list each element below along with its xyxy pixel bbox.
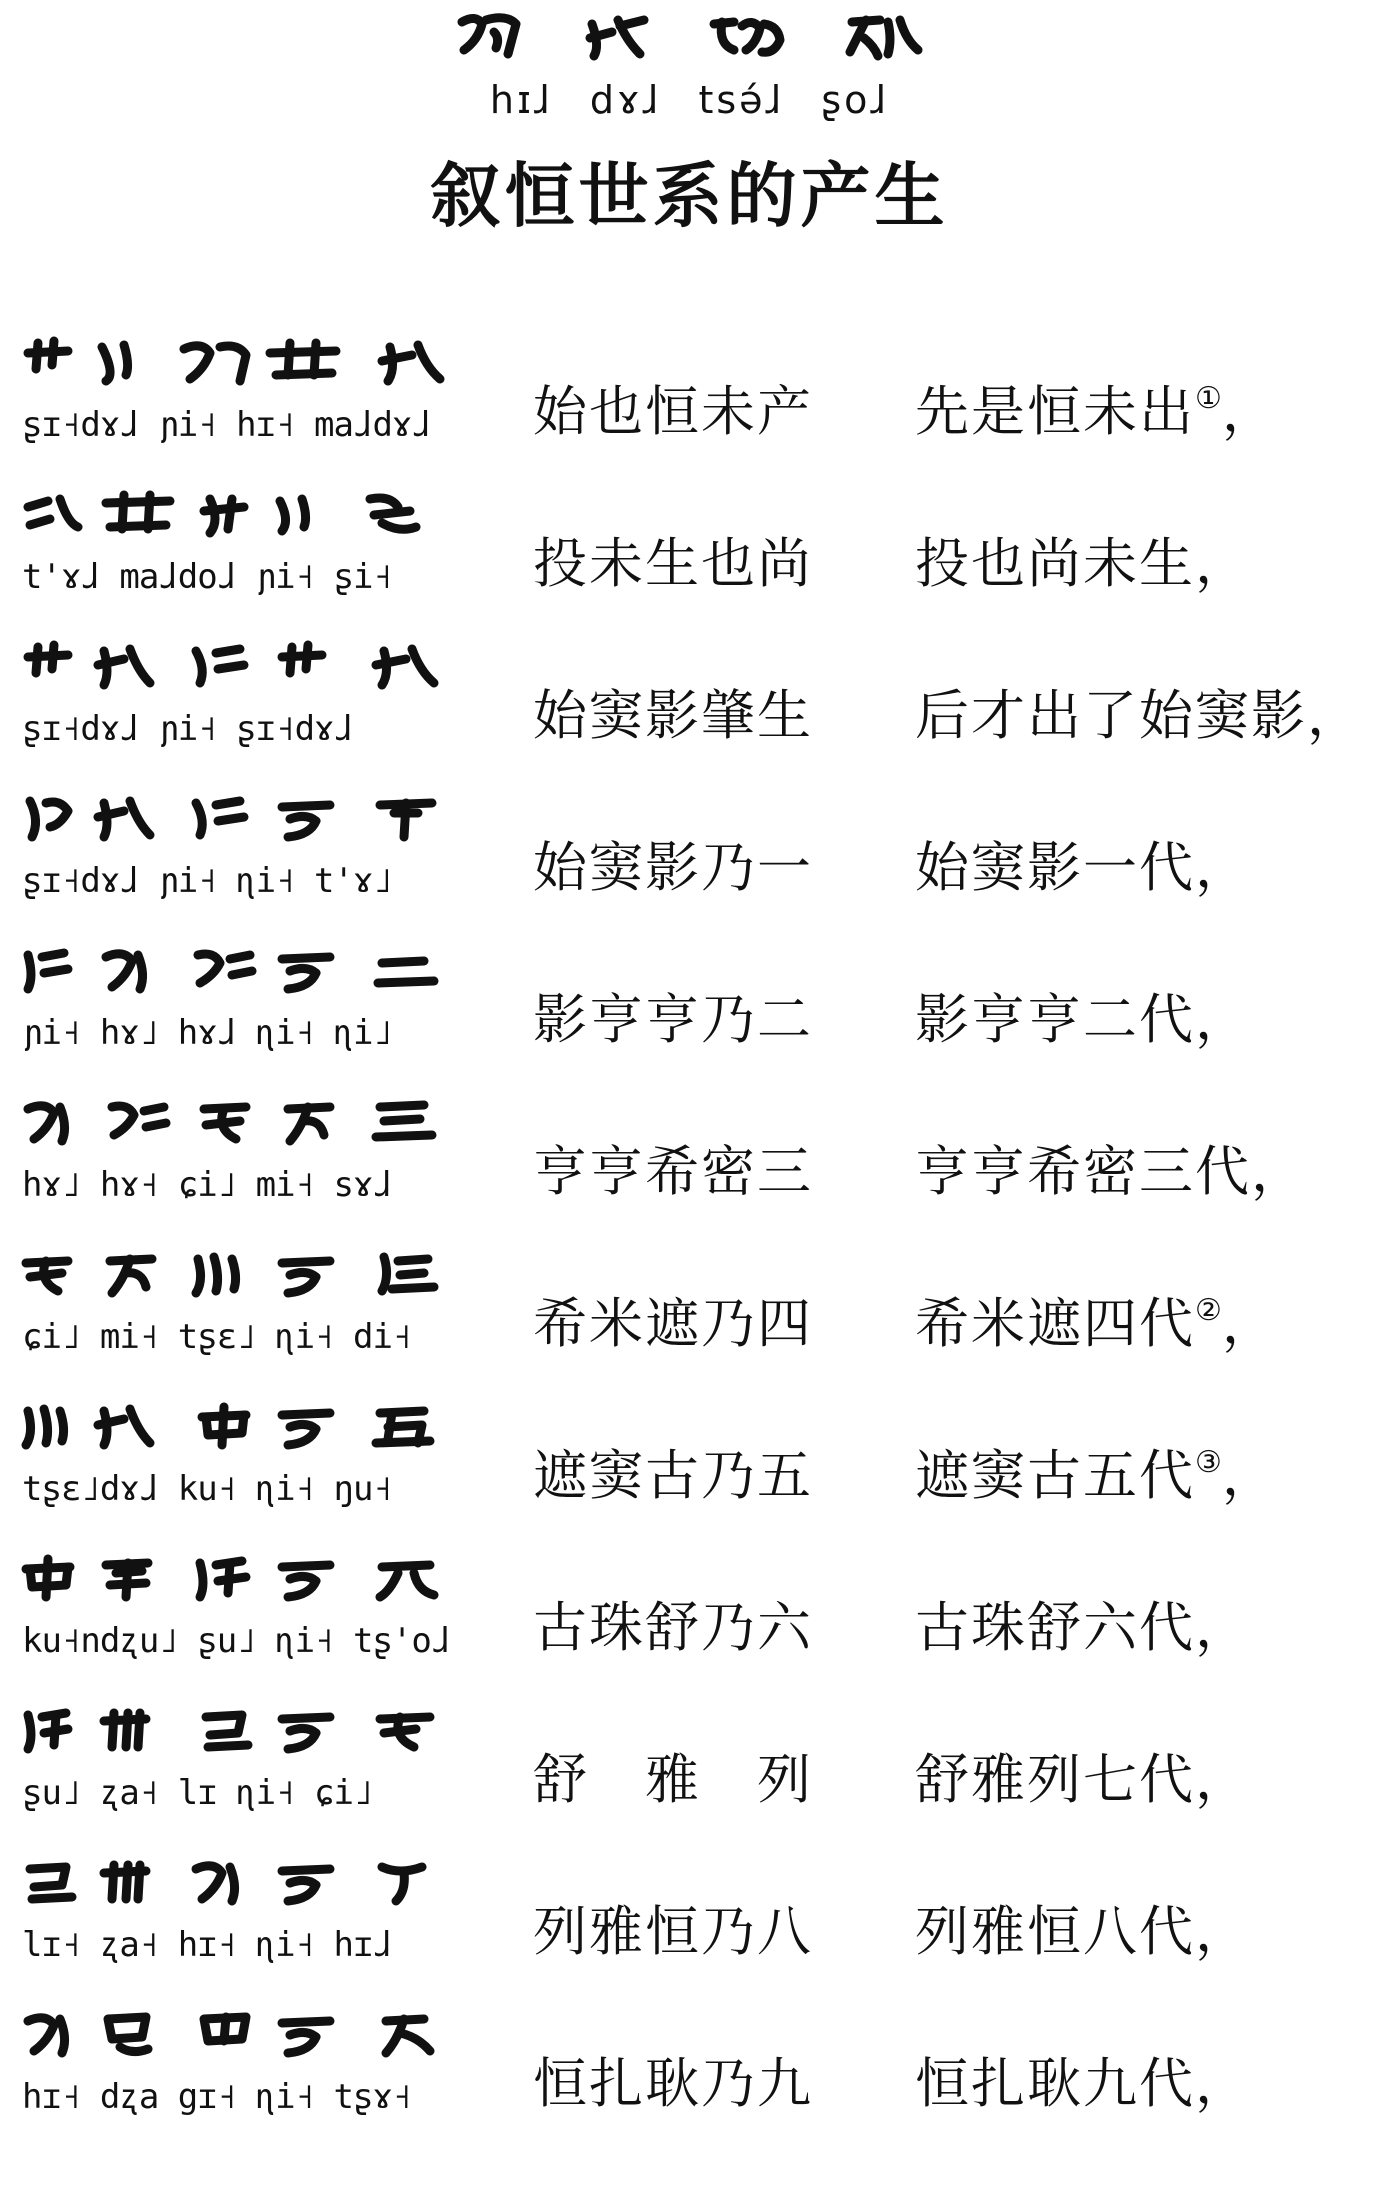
footnote-marker: ② [1195, 1293, 1222, 1328]
word-gloss: 恒扎耿乃九 [533, 2052, 813, 2115]
script-block [20, 1855, 450, 1985]
word-gloss: 始也恒未产 [533, 380, 813, 443]
translation-text: 先是恒未出 [915, 380, 1195, 443]
translation-text: 始窦影一代 [915, 836, 1195, 899]
script-phonetic: ku˧ndʐu˩ ʂu˩ ɳi˧ tʂ'oɺ [22, 1621, 451, 1661]
translation-text: 舒雅列七代 [915, 1748, 1195, 1811]
translation-text: 后才出了始窦影 [915, 684, 1307, 747]
script-block [20, 1399, 450, 1529]
script-block [20, 335, 450, 465]
translation-text: 恒扎耿九代 [915, 2052, 1195, 2115]
translation [915, 1585, 1375, 1662]
script-glyph-row [20, 1095, 450, 1155]
punctuation: ， [1195, 2052, 1251, 2115]
script-glyph-row [20, 1247, 450, 1307]
translation-text: 影亨亨二代 [915, 988, 1195, 1051]
punctuation: ， [1195, 836, 1251, 899]
script-glyph-shuo [844, 10, 924, 64]
script-phonetic: tʂɛ˩dɤɺ ku˧ ɳi˧ ŋu˧ [22, 1469, 392, 1509]
script-block [20, 2007, 450, 2137]
translation-text: 列雅恒八代 [915, 1900, 1195, 1963]
script-block [20, 487, 450, 617]
word-gloss: 遮窦古乃五 [533, 1444, 813, 1507]
page-title: 叙恒世系的产生 [430, 155, 949, 237]
script-glyph-row [20, 487, 450, 547]
script-phonetic: ʂɪ˧dɤɺ ɲi˧ hɪ˧ maɺdɤɺ [22, 405, 431, 445]
punctuation: ， [1195, 988, 1251, 1051]
script-glyph-row [20, 1855, 450, 1915]
script-block [20, 1095, 450, 1225]
script-glyph-row [20, 639, 450, 699]
script-phonetic: hɪ˧ dʐa gɪ˧ ɳi˧ tʂɤ˧ [22, 2077, 412, 2117]
script-block [20, 1551, 450, 1681]
word-gloss: 希米遮乃四 [533, 1292, 813, 1355]
script-glyph-row [20, 1399, 450, 1459]
translation [915, 673, 1375, 750]
verse-row [0, 1703, 1379, 1853]
verse-row [0, 943, 1379, 1093]
script-glyph-row [20, 335, 450, 395]
verse-row [0, 2007, 1379, 2157]
word-gloss: 投未生也尚 [533, 532, 813, 595]
footnote-marker: ③ [1195, 1445, 1222, 1480]
verse-row [0, 1551, 1379, 1701]
translation [915, 1433, 1375, 1510]
script-phonetic: ʂu˩ ʐa˧ lɪ ɳi˧ ɕi˩ [22, 1773, 373, 1813]
translation-text: 亨亨希密三代 [915, 1140, 1251, 1203]
punctuation: ， [1307, 684, 1363, 747]
word-gloss: 舒 雅 列 [533, 1748, 813, 1811]
script-block [20, 639, 450, 769]
script-glyph-dou [582, 10, 652, 64]
verse-row [0, 1399, 1379, 1549]
script-phonetic: hɤ˩ hɤ˧ ɕi˩ mi˧ sɤɺ [22, 1165, 392, 1205]
word-gloss: 古珠舒乃六 [533, 1596, 813, 1659]
script-glyph-row [20, 791, 450, 851]
verse-row [0, 639, 1379, 789]
translation [915, 977, 1375, 1054]
punctuation: ， [1221, 380, 1278, 443]
verse-row [0, 487, 1379, 637]
script-block [20, 1703, 450, 1833]
script-block [20, 791, 450, 921]
script-phonetic: lɪ˧ ʐa˧ hɪ˧ ɳi˧ hɪɺ [22, 1925, 392, 1965]
script-phonetic: ʂɪ˧dɤɺ ɲi˧ ɳi˧ t'ɤ˩ [22, 861, 392, 901]
footnote-marker: ① [1195, 381, 1222, 416]
translation-text: 古珠舒六代 [915, 1596, 1195, 1659]
verse-row [0, 335, 1379, 485]
script-glyph-row [20, 943, 450, 1003]
verse-row [0, 1095, 1379, 1245]
translation [915, 521, 1375, 598]
script-glyph-row [20, 2007, 450, 2067]
punctuation: ， [1195, 1748, 1251, 1811]
translation [915, 1737, 1375, 1814]
script-phonetic: ʂɪ˧dɤɺ ɲi˧ ʂɪ˧dɤɺ [22, 709, 353, 749]
word-gloss: 列雅恒乃八 [533, 1900, 813, 1963]
script-block [20, 1247, 450, 1377]
script-phonetic: ɕi˩ mi˧ tʂɛ˩ ɳi˧ di˧ [22, 1317, 412, 1357]
header-phonetic-line: hɪɺ dɤɺ tsə́ɺ ʂoɺ [489, 78, 890, 122]
punctuation: ， [1195, 1596, 1251, 1659]
translation-text: 希米遮四代 [915, 1292, 1195, 1355]
translation [915, 825, 1375, 902]
translation [915, 1281, 1375, 1358]
word-gloss: 始窦影肇生 [533, 684, 813, 747]
punctuation: ， [1195, 1900, 1251, 1963]
translation-text: 遮窦古五代 [915, 1444, 1195, 1507]
script-phonetic: t'ɤɺ maɺdoɺ ɲi˧ ʂi˧ [22, 557, 392, 597]
translation [915, 2041, 1375, 2118]
verse-row [0, 1855, 1379, 2005]
word-gloss: 亨亨希密三 [533, 1140, 813, 1203]
translation [915, 1889, 1375, 1966]
verse-row [0, 1247, 1379, 1397]
script-block [20, 943, 450, 1073]
translation-text: 投也尚未生 [915, 532, 1195, 595]
translation [915, 369, 1375, 446]
script-glyph-row [20, 1703, 450, 1763]
script-glyph-row [20, 1551, 450, 1611]
punctuation: ， [1251, 1140, 1307, 1203]
word-gloss: 影亨亨乃二 [533, 988, 813, 1051]
punctuation: ， [1195, 532, 1251, 595]
script-glyph-heng [456, 10, 526, 64]
verse-row [0, 791, 1379, 941]
word-gloss: 始窦影乃一 [533, 836, 813, 899]
punctuation: ， [1221, 1292, 1278, 1355]
punctuation: ， [1221, 1444, 1278, 1507]
script-phonetic: ɲi˧ hɤ˩ hɤɺ ɳi˧ ɳi˩ [22, 1013, 392, 1053]
header-script-line [0, 10, 1379, 70]
translation [915, 1129, 1375, 1206]
script-glyph-ce [708, 10, 788, 64]
